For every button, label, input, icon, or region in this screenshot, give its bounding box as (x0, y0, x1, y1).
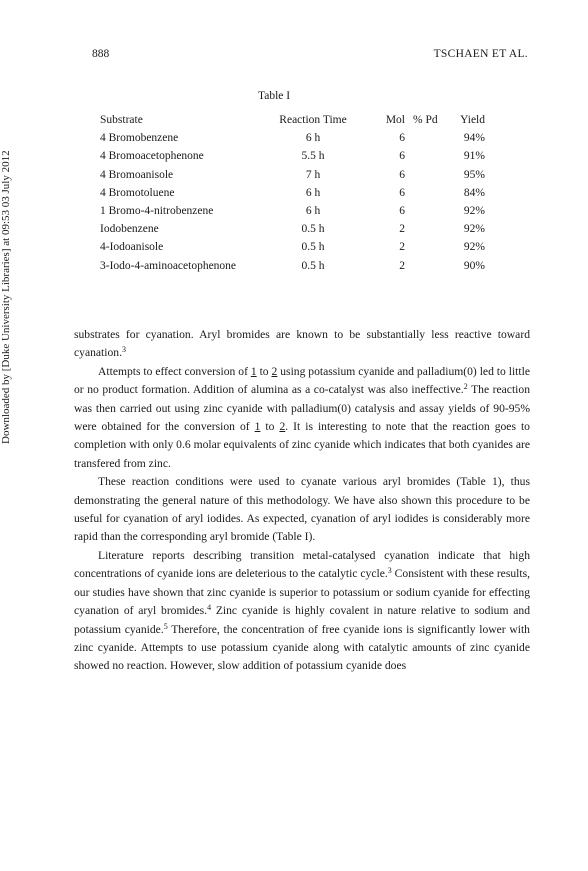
substrate-cell: 3-Iodo-4-aminoacetophenone (100, 259, 237, 272)
table-row (100, 147, 485, 165)
yield-cell: 94% (463, 132, 485, 145)
running-head: TSCHAEN ET AL. (433, 48, 528, 60)
paragraph-text: Zinc cyanide is highly covalent in nature relative to sodium and potassium cyanide. (74, 604, 530, 636)
page-number: 888 (92, 48, 110, 60)
column-header-substrate: Substrate (100, 114, 143, 126)
reaction-time-cell: 6 h (305, 186, 321, 199)
table-row (100, 202, 485, 220)
paragraph-text: Therefore, the concentration of free cyanide ions is significantly lower with zinc cyanide. Attempts to use potassium cyanide along with catalytic amounts of zinc cyanide showed no reaction. However, slow addition of potassium cyanide does (74, 622, 530, 673)
reaction-time-cell: 0.5 h (301, 259, 325, 272)
reference-marker: 5 (163, 621, 168, 631)
substrate-cell: Iodobenzene (100, 223, 159, 236)
mol-pd-cell: 2 (399, 241, 405, 254)
substrate-cell: 4 Bromobenzene (100, 132, 179, 145)
spacer-cell (413, 166, 443, 184)
table-row (100, 238, 485, 256)
paragraph-text: using potassium cyanide and palladium(0) led to little or no product formation. Addition of alumina as a co-catalyst was also ineffective. (74, 364, 530, 397)
paragraph-4 (74, 547, 530, 676)
paragraph-text: to (256, 364, 272, 378)
paragraph-1 (74, 326, 530, 363)
compound-label: 1 (254, 420, 261, 434)
mol-pd-cell: 6 (399, 132, 405, 145)
reaction-time-cell: 7 h (305, 168, 321, 181)
yield-cell: 91% (463, 150, 485, 163)
table-caption: Table I (258, 90, 291, 102)
reference-marker: 4 (207, 603, 212, 613)
spacer-cell (413, 202, 443, 220)
paragraph-text: . It is interesting to note that the reaction goes to completion with only 0.6 molar equivalents of zinc cyanide which indicates that both cyanides are transfered from zinc. (74, 420, 530, 470)
table-row (100, 166, 485, 184)
reaction-time-cell: 5.5 h (301, 150, 325, 163)
spacer-cell (413, 147, 443, 165)
reaction-time-cell: 6 h (305, 132, 321, 145)
yield-cell: 92% (463, 241, 485, 254)
substrate-cell: 4-Iodoanisole (100, 241, 164, 254)
mol-pd-cell: 6 (399, 205, 405, 218)
spacer-cell (413, 129, 443, 147)
mol-pd-cell: 6 (399, 168, 405, 181)
column-header-yield: Yield (460, 114, 485, 126)
paragraph-text: Consistent with these results, our studies have shown that zinc cyanide is superior to potassium or sodium cyanide for effecting cyanation of aryl bromides. (74, 567, 530, 618)
mol-pd-cell: 2 (399, 223, 405, 236)
substrate-cell: 4 Bromoanisole (100, 168, 174, 181)
yield-cell: 95% (463, 168, 485, 181)
paragraph-2 (74, 363, 530, 473)
reaction-time-cell: 6 h (305, 205, 321, 218)
paragraph-3 (74, 473, 530, 547)
spacer-cell (413, 238, 443, 256)
article-body (74, 326, 530, 676)
column-header-reaction-time: Reaction Time (279, 114, 347, 126)
paragraph-text: Literature reports describing transition metal-catalysed cyanation indicate that high concentrations of cyanide ions are deleterious to the catalytic cycle. (74, 548, 530, 581)
paragraph-text: Attempts to effect conversion of (98, 364, 251, 378)
substrate-cell: 1 Bromo-4-nitrobenzene (100, 205, 214, 218)
compound-label: 2 (279, 420, 286, 434)
yield-cell: 92% (463, 205, 485, 218)
reaction-time-cell: 0.5 h (301, 241, 325, 254)
reference-marker: 2 (463, 382, 468, 392)
yield-cell: 84% (463, 186, 485, 199)
reference-marker: 3 (387, 566, 392, 576)
results-table (100, 111, 485, 275)
paragraph-text: to (260, 420, 280, 434)
reference-marker: 3 (121, 345, 126, 355)
spacer-cell (413, 184, 443, 202)
column-header-mol: Mol (385, 114, 405, 126)
compound-label: 1 (250, 364, 257, 378)
mol-pd-cell: 6 (399, 186, 405, 199)
table-row (100, 129, 485, 147)
column-header-pd: % Pd (413, 114, 438, 126)
substrate-cell: 4 Bromoacetophenone (100, 150, 204, 163)
table-header-row (100, 111, 485, 129)
paragraph-text: substrates for cyanation. Aryl bromides are known to be substantially less reactive toward cyanation. (74, 328, 530, 360)
table-row (100, 257, 485, 275)
substrate-cell: 4 Bromotoluene (100, 186, 175, 199)
yield-cell: 92% (463, 223, 485, 236)
yield-cell: 90% (463, 259, 485, 272)
table-row (100, 220, 485, 238)
compound-label: 2 (271, 364, 278, 378)
reaction-time-cell: 0.5 h (301, 223, 325, 236)
download-watermark-text: Downloaded by [Duke University Libraries] at 09:53 03 July 2012 (0, 150, 12, 444)
table-row (100, 184, 485, 202)
spacer-cell (413, 257, 443, 275)
spacer-cell (413, 220, 443, 238)
paragraph-text: The reaction was then carried out using zinc cyanide with palladium(0) catalysis and assay yields of 90-95% were obtained for the conversion of (74, 383, 530, 434)
mol-pd-cell: 2 (399, 259, 405, 272)
mol-pd-cell: 6 (399, 150, 405, 163)
paragraph-text: These reaction conditions were used to cyanate various aryl bromides (Table 1), thus demonstrating the general nature of this methodology. We have also shown this procedure to be useful for cyanation of aryl iodides. As expected, cyanation of aryl iodides is considerably more rapid than the corresponding aryl bromide (Table I). (74, 475, 530, 544)
